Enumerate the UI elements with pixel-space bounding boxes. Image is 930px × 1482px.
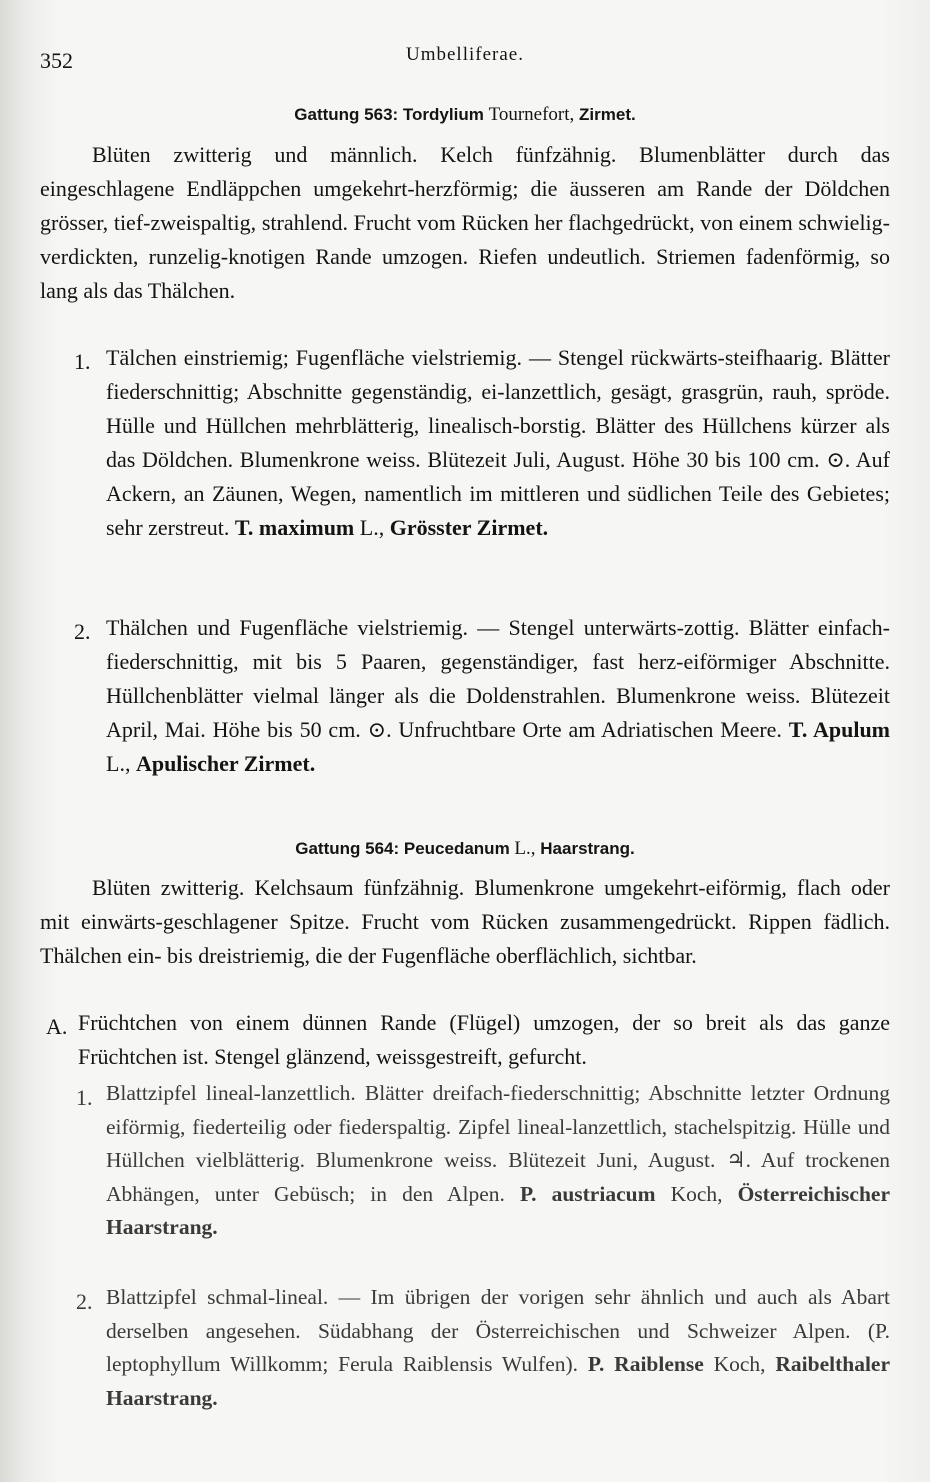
species-common-name: Raibelthaler Haarstrang.: [106, 1352, 891, 1410]
species-author: Koch,: [670, 1181, 723, 1206]
genus-description-tordylium: Blüten zwitterig und männlich. Kelch fünfzähnig. Blumenblätter durch das eingeschlagene Endläppchen umgekehrt-herzförmig; die äusseren am Rande der Döldchen grösser, tief-zweispaltig, strahlend. Frucht vom Rücken her flachgedrückt, von einem schwielig-verdickten, runzelig-knotigen Rande umzogen. Riefen undeutlich. Striemen fadenförmig, so lang als das Thälchen.: [40, 142, 890, 303]
species-entry-tordylium-maximum: [106, 341, 890, 545]
section-a-text: Früchtchen von einem dünnen Rande (Flügel) umzogen, der so breit als das ganze Früchtchen ist. Stengel glänzend, weissgestreift, gefurcht.: [78, 1010, 890, 1069]
species-description: Thälchen und Fugenfläche vielstriemig. — Stengel unterwärts-zottig. Blätter einfach-fiederschnittig, mit bis 5 Paaren, gegenständiger, fast herz-eiförmiger Abschnitte. Hüllchenblätter vielmal länger als die Doldenstrahlen. Blumenkrone weiss. Blütezeit April, Mai. Höhe bis 50 cm. ⊙. Unfruchtbare Orte am Adriatischen Meere.: [106, 615, 890, 742]
species-author: L.,: [359, 515, 385, 540]
genus-description-peucedanum: Blüten zwitterig. Kelchsaum fünfzähnig. Blumenkrone umgekehrt-eiförmig, flach oder mit einwärts-geschlagener Spitze. Frucht vom Rücken zusammengedrückt. Rippen fädlich. Thälchen ein- bis dreistriemig, die der Fugenfläche oberflächlich, sichtbar.: [40, 875, 890, 968]
genus-heading-tordylium: [0, 104, 930, 126]
genus-heading-common: Haarstrang.: [540, 839, 635, 858]
species-name: T. Apulum: [788, 717, 891, 742]
species-entry-peucedanum-austriacum: [106, 1077, 890, 1245]
species-description: Blattzipfel schmal-lineal. — Im übrigen der vorigen sehr ähnlich und auch als Abart derselben angesehen. Südabhang der Österreichischen und Schweizer Alpen. (P. leptophyllum Willkomm; Ferula Raiblensis Wulfen).: [106, 1285, 890, 1376]
species-description: Blattzipfel lineal-lanzettlich. Blätter dreifach-fiederschnittig; Abschnitte letzter Ordnung eiförmig, fiederteilig oder fiederspaltig. Zipfel lineal-lanzettlich, stachelspitzig. Hülle und Hüllchen vielblätterig. Blumenkrone weiss. Blütezeit Juni, August. ♃. Auf trockenen Abhängen, unter Gebüsch; in den Alpen.: [106, 1081, 890, 1206]
species-author: Koch,: [713, 1352, 766, 1376]
species-entry-peucedanum-raiblense: [106, 1281, 890, 1415]
page-number: 352: [40, 48, 73, 73]
species-name: P. austriacum: [519, 1181, 656, 1206]
section-label: A.: [46, 1014, 68, 1039]
species-name: P. Raiblense: [587, 1352, 704, 1376]
item-number: 2.: [76, 1289, 93, 1314]
species-name: T. maximum: [234, 515, 355, 540]
item-number: 1.: [74, 349, 91, 374]
species-author: L.,: [106, 751, 131, 776]
genus-heading-common: Zirmet.: [579, 105, 636, 124]
species-entry-tordylium-apulum: [106, 611, 890, 781]
item-number: 1.: [76, 1085, 93, 1110]
species-common-name: Apulischer Zirmet.: [135, 751, 316, 776]
genus-heading-author: L.,: [514, 838, 536, 859]
genus-heading-peucedanum: [0, 838, 930, 860]
species-common-name: Österreichischer Haarstrang.: [106, 1181, 891, 1239]
genus-heading-name: Gattung 564: Peucedanum: [295, 839, 510, 858]
species-common-name: Grösster Zirmet.: [389, 515, 549, 540]
species-description: Tälchen einstriemig; Fugenfläche vielstriemig. — Stengel rückwärts-steifhaarig. Blätter fiederschnittig; Abschnitte gegenständig, ei-lanzettlich, gesägt, grasgrün, rauh, spröde. Hülle und Hüllchen mehrblätterig, linealisch-borstig. Blätter des Hüllchens kürzer als das Döldchen. Blumenkrone weiss. Blütezeit Juli, August. Höhe 30 bis 100 cm. ⊙. Auf Ackern, an Zäunen, Wegen, namentlich im mittleren und südlichen Teile des Gebietes; sehr zerstreut.: [106, 345, 890, 540]
running-head: Umbelliferae.: [406, 44, 524, 65]
item-number: 2.: [74, 619, 91, 644]
genus-heading-author: Tournefort,: [488, 104, 575, 125]
genus-heading-name: Gattung 563: Tordylium: [294, 105, 484, 124]
